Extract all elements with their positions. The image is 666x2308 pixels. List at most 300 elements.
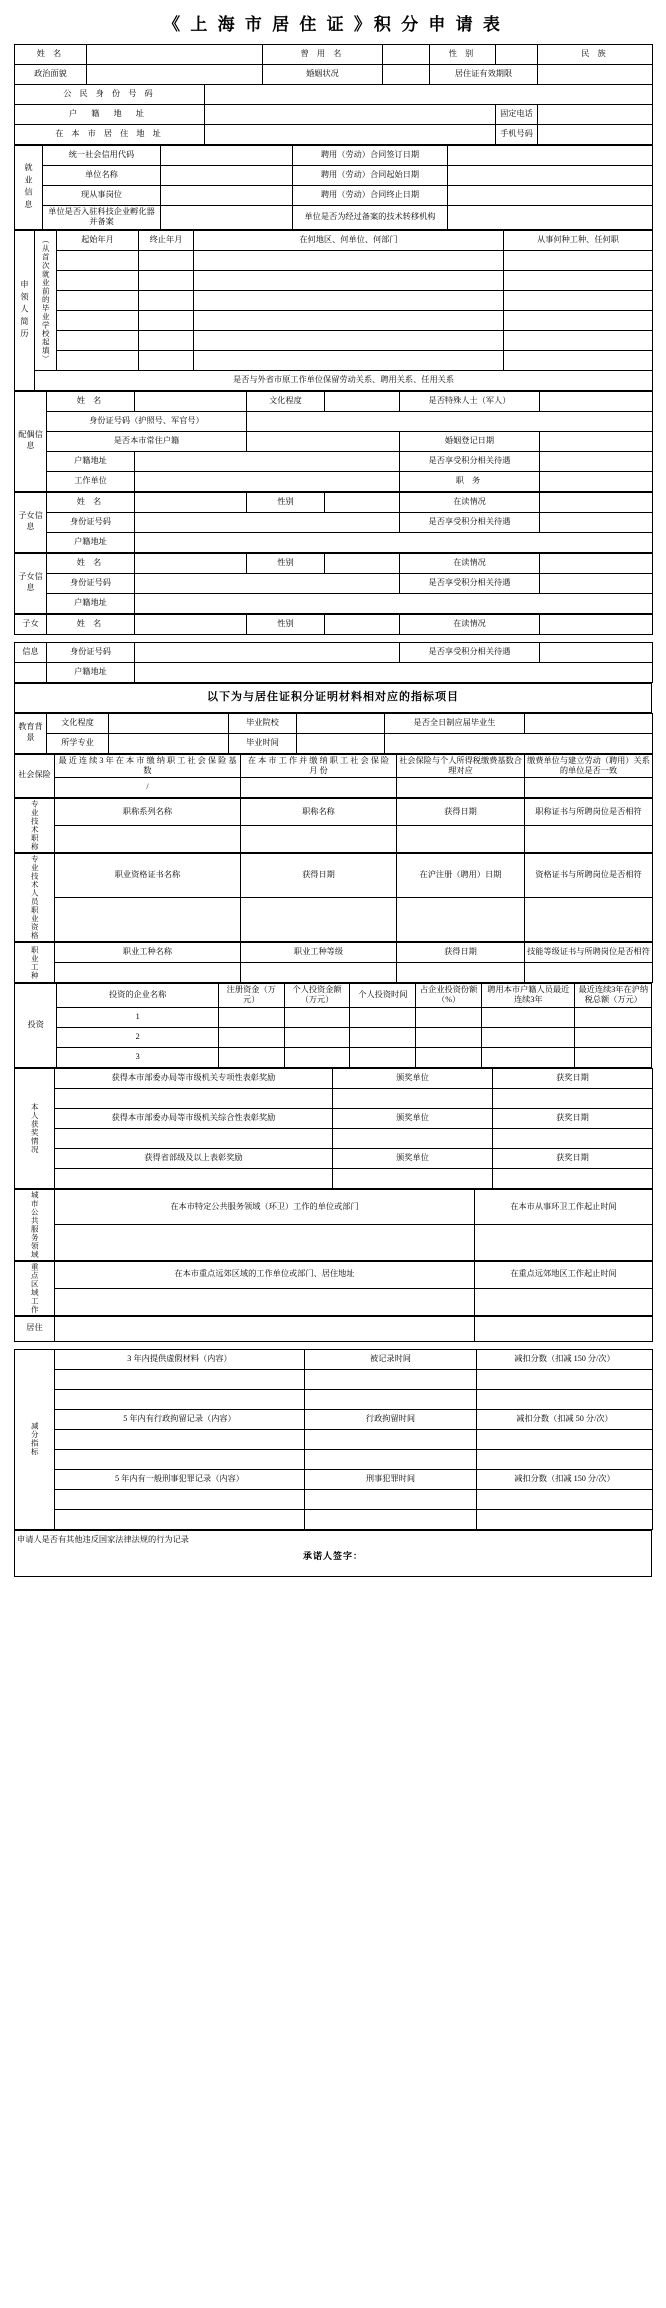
vocational-type-value3[interactable]	[397, 963, 525, 983]
landline-label: 固定电话	[496, 105, 538, 125]
resume-what-field[interactable]	[504, 290, 653, 310]
social-insurance-value4[interactable]	[525, 778, 653, 798]
signature-label[interactable]: 承诺人签字：	[302, 1550, 363, 1561]
resume-where-field[interactable]	[194, 350, 504, 370]
social-insurance-col4-label: 缴费单位与建立劳动（聘用）关系的单位是否一致	[525, 754, 653, 778]
social-insurance-col2-label: 在 本 市 工 作 并 缴 纳 职 工 社 会 保 险 月 份	[241, 754, 397, 778]
public-service-col2-label: 在本市从事环卫工作起止时间	[475, 1189, 653, 1225]
awards-row1-value3[interactable]	[493, 1088, 653, 1108]
table-row	[15, 1449, 653, 1469]
deduction-row2-value3[interactable]	[477, 1429, 653, 1449]
investment-r3-c2[interactable]	[218, 1047, 284, 1067]
child-2-gender-field[interactable]	[325, 553, 400, 573]
current-position-field[interactable]	[161, 186, 293, 206]
investment-r2-c6[interactable]	[482, 1027, 575, 1047]
resume-section-note	[35, 230, 57, 370]
info-block-enjoy-points-label: 是否享受积分相关待遇	[400, 642, 540, 662]
contract-start-date-field[interactable]	[448, 166, 653, 186]
vocational-type-col4-label: 技能等级证书与所聘岗位是否相符	[525, 943, 653, 963]
ethnicity-label: 民 族	[538, 45, 653, 65]
info-block-id-field[interactable]	[135, 642, 400, 662]
social-insurance-value1[interactable]: /	[55, 778, 241, 798]
graduation-time-field[interactable]	[297, 733, 385, 753]
deduction-row3b-value1[interactable]	[55, 1509, 305, 1529]
child-3-gender-label: 性别	[247, 614, 325, 634]
suburban-section-label	[15, 1261, 55, 1315]
investment-r3-c3[interactable]	[284, 1047, 350, 1067]
table-row	[15, 1261, 653, 1288]
professional-title-value1[interactable]	[55, 826, 241, 853]
vocational-type-value4[interactable]	[525, 963, 653, 983]
spouse-name-field[interactable]	[135, 391, 247, 411]
residence-permit-validity-label: 居住证有效期限	[430, 65, 538, 85]
resume-end-field[interactable]	[139, 310, 194, 330]
investment-r1-c5[interactable]	[416, 1007, 482, 1027]
spouse-household-address-field[interactable]	[135, 451, 400, 471]
deduction-row3-label: 5 年内有一般刑事犯罪记录（内容）	[55, 1469, 305, 1489]
spouse-military-label: 是否特殊人士（军人）	[400, 391, 540, 411]
child-2-name-label: 姓 名	[47, 553, 135, 573]
professional-title-value4[interactable]	[525, 826, 653, 853]
company-name-label: 单位名称	[43, 166, 161, 186]
professional-title-value3[interactable]	[397, 826, 525, 853]
id-number-field[interactable]	[205, 85, 653, 105]
info-block-id-label: 身份证号码	[47, 642, 135, 662]
spouse-marriage-reg-date-field[interactable]	[540, 431, 653, 451]
residence-value1[interactable]	[55, 1316, 475, 1341]
vocational-qual-value3[interactable]	[397, 898, 525, 942]
child-3-schooling-label: 在读情况	[400, 614, 540, 634]
professional-title-section-label	[15, 799, 55, 853]
table-row	[15, 270, 653, 290]
awards-row2-value2[interactable]	[333, 1128, 493, 1148]
table-row	[15, 1288, 653, 1315]
contract-sign-date-label: 聘用（劳动）合同签订日期	[293, 146, 448, 166]
marital-status-label: 婚姻状况	[263, 65, 383, 85]
social-insurance-col1-label: 最 近 连 续 3 年 在 本 市 缴 纳 职 工 社 会 保 险 基 数	[55, 754, 241, 778]
awards-row3-value3[interactable]	[493, 1168, 653, 1188]
child-2-schooling-label: 在读情况	[400, 553, 540, 573]
resume-table	[14, 230, 653, 391]
deduction-row1b-value1[interactable]	[55, 1389, 305, 1409]
deduction-row2-value1[interactable]	[55, 1429, 305, 1449]
deduction-section-text: 减分指标	[30, 1422, 40, 1456]
name-field[interactable]	[87, 45, 263, 65]
resume-end-field[interactable]	[139, 290, 194, 310]
spouse-enjoy-points-label: 是否享受积分相关待遇	[400, 451, 540, 471]
resume-what-field[interactable]	[504, 270, 653, 290]
deduction-table	[14, 1349, 653, 1530]
deduction-row3-value1[interactable]	[55, 1489, 305, 1509]
resume-col-where-label: 在何地区、何单位、何部门	[194, 230, 504, 250]
table-row	[15, 230, 653, 250]
spouse-section-text: 配偶信息	[18, 430, 43, 450]
unified-social-credit-code-field[interactable]	[161, 146, 293, 166]
tech-transfer-question-field[interactable]	[448, 206, 653, 230]
child-1-household-address-field[interactable]	[135, 532, 653, 552]
child-1-id-label: 身份证号码	[47, 512, 135, 532]
resume-start-field[interactable]	[57, 310, 139, 330]
resume-where-field[interactable]	[194, 270, 504, 290]
vocational-qual-col4-label: 资格证书与所聘岗位是否相符	[525, 854, 653, 898]
deduction-row1b-value2[interactable]	[305, 1389, 477, 1409]
table-row	[15, 532, 653, 552]
vocational-qual-value2[interactable]	[241, 898, 397, 942]
table-row	[15, 391, 653, 411]
table-row	[15, 1027, 652, 1047]
awards-section-text: 本人获奖情况	[30, 1102, 40, 1154]
mobile-field[interactable]	[538, 125, 653, 145]
table-row	[15, 1007, 652, 1027]
child-3-table	[14, 614, 653, 635]
resume-col-start-label: 起始年月	[57, 230, 139, 250]
child-1-schooling-field[interactable]	[540, 492, 653, 512]
spouse-marriage-reg-date-label: 婚姻登记日期	[400, 431, 540, 451]
child-1-gender-field[interactable]	[325, 492, 400, 512]
vocational-qual-value1[interactable]	[55, 898, 241, 942]
investment-r3-c5[interactable]	[416, 1047, 482, 1067]
investment-section-label	[15, 984, 57, 1068]
suburban-value2[interactable]	[475, 1288, 653, 1315]
employment-info-table	[14, 145, 653, 230]
child-3-name-field[interactable]	[135, 614, 247, 634]
company-name-field[interactable]	[161, 166, 293, 186]
table-row	[15, 65, 653, 85]
child-2-name-field[interactable]	[135, 553, 247, 573]
incubator-question-field[interactable]	[161, 206, 293, 230]
table-row	[15, 431, 653, 451]
former-name-field[interactable]	[383, 45, 430, 65]
table-row	[15, 683, 652, 712]
investment-col3-label: 个人投资金额（万元）	[284, 984, 350, 1008]
table-row	[15, 85, 653, 105]
deduction-row2b-value1[interactable]	[55, 1449, 305, 1469]
table-row	[15, 45, 653, 65]
table-row	[15, 1489, 653, 1509]
contract-end-date-label: 聘用（劳动）合同终止日期	[293, 186, 448, 206]
table-row	[15, 125, 653, 145]
table-row	[15, 642, 653, 662]
deduction-row2-label: 5 年内有行政拘留记录（内容）	[55, 1409, 305, 1429]
public-service-section-label	[15, 1189, 55, 1260]
spouse-id-field[interactable]	[247, 411, 653, 431]
public-service-section-text: 城市公共服务领域	[30, 1190, 40, 1259]
awards-row1-label: 获得本市部委办局等市级机关专项性表彰奖励	[55, 1068, 333, 1088]
social-insurance-col3-label: 社会保险与个人所得税缴费基数合理对应	[397, 754, 525, 778]
table-row	[15, 1469, 653, 1489]
table-row	[15, 963, 653, 983]
table-row	[15, 943, 653, 963]
table-row	[15, 826, 653, 853]
vocational-qualification-table	[14, 853, 653, 942]
former-name-label: 曾 用 名	[263, 45, 383, 65]
resume-end-field[interactable]	[139, 330, 194, 350]
contract-sign-date-field[interactable]	[448, 146, 653, 166]
table-row	[15, 146, 653, 166]
investment-r2-c4[interactable]	[350, 1027, 416, 1047]
resume-what-field[interactable]	[504, 350, 653, 370]
awards-row2-col3-label: 获奖日期	[493, 1108, 653, 1128]
awards-row1-value2[interactable]	[333, 1088, 493, 1108]
professional-title-table	[14, 798, 653, 853]
resume-where-field[interactable]	[194, 310, 504, 330]
investment-table	[14, 983, 652, 1068]
marital-status-field[interactable]	[383, 65, 430, 85]
info-block-empty-cell	[15, 662, 47, 682]
education-level-field[interactable]	[109, 713, 229, 733]
table-row	[15, 411, 653, 431]
residence-permit-validity-field[interactable]	[538, 65, 653, 85]
deduction-row3-col2-label: 刑事犯罪时间	[305, 1469, 477, 1489]
resume-what-field[interactable]	[504, 250, 653, 270]
child-1-enjoy-points-label: 是否享受积分相关待遇	[400, 512, 540, 532]
tech-transfer-question-label: 单位是否为经过备案的技术转移机构	[293, 206, 448, 230]
awards-row3-label: 获得省部级及以上表彰奖励	[55, 1148, 333, 1168]
resume-section-vertical-text: 申领人简历	[20, 279, 29, 341]
spouse-household-address-label: 户籍地址	[47, 451, 135, 471]
spouse-education-field[interactable]	[325, 391, 400, 411]
deduction-row3-value2[interactable]	[305, 1489, 477, 1509]
deduction-row2-col2-label: 行政拘留时间	[305, 1409, 477, 1429]
awards-row1-col2-label: 颁奖单位	[333, 1068, 493, 1088]
resume-end-field[interactable]	[139, 350, 194, 370]
household-address-label: 户 籍 地 址	[15, 105, 205, 125]
resume-start-field[interactable]	[57, 330, 139, 350]
awards-row2-value1[interactable]	[55, 1128, 333, 1148]
table-row	[15, 471, 653, 491]
investment-r1-c4[interactable]	[350, 1007, 416, 1027]
divider-title-table	[14, 683, 652, 713]
spouse-military-field[interactable]	[540, 391, 653, 411]
major-field[interactable]	[109, 733, 229, 753]
graduation-time-label: 毕业时间	[229, 733, 297, 753]
awards-row3-value2[interactable]	[333, 1168, 493, 1188]
social-insurance-section-label	[15, 754, 55, 798]
table-row	[15, 1047, 652, 1067]
resume-end-field[interactable]	[139, 250, 194, 270]
resume-what-field[interactable]	[504, 330, 653, 350]
resume-section-note-text: （从首次就业前的毕业学校起填）	[41, 236, 51, 364]
info-block-household-address-label: 户籍地址	[47, 662, 135, 682]
professional-title-value2[interactable]	[241, 826, 397, 853]
table-row	[15, 778, 653, 798]
political-status-label: 政治面貌	[15, 65, 87, 85]
vocational-type-value2[interactable]	[241, 963, 397, 983]
spouse-enjoy-points-field[interactable]	[540, 451, 653, 471]
deduction-row2-value2[interactable]	[305, 1429, 477, 1449]
child-3-section-label: 子女	[15, 614, 47, 634]
child-2-enjoy-points-field[interactable]	[540, 573, 653, 593]
resume-start-field[interactable]	[57, 270, 139, 290]
spouse-section-label	[15, 391, 47, 491]
child-2-gender-label: 性别	[247, 553, 325, 573]
child-1-enjoy-points-field[interactable]	[540, 512, 653, 532]
vocational-qual-col2-label: 获得日期	[241, 854, 397, 898]
mobile-label: 手机号码	[496, 125, 538, 145]
professional-title-section-text: 专业技术职称	[30, 800, 40, 851]
deduction-row1-value1[interactable]	[55, 1369, 305, 1389]
child-3-gender-field[interactable]	[325, 614, 400, 634]
public-service-value1[interactable]	[55, 1225, 475, 1261]
investment-r3-c4[interactable]	[350, 1047, 416, 1067]
child-1-id-field[interactable]	[135, 512, 400, 532]
professional-title-col2-label: 职称名称	[241, 799, 397, 826]
incubator-question-label: 单位是否入驻科技企业孵化器并备案	[43, 206, 161, 230]
investment-r3-c7[interactable]	[575, 1047, 652, 1067]
deduction-row2b-value3[interactable]	[477, 1449, 653, 1469]
table-row	[15, 553, 653, 573]
deduction-section-label	[15, 1349, 55, 1529]
deduction-row3b-value2[interactable]	[305, 1509, 477, 1529]
public-service-col1-label: 在本市特定公共服务领域（环卫）工作的单位或部门	[55, 1189, 475, 1225]
child-3-schooling-field[interactable]	[540, 614, 653, 634]
deduction-row1-col2-label: 被记录时间	[305, 1349, 477, 1369]
resume-footer-question: 是否与外省市原工作单位保留劳动关系、聘用关系、任用关系	[35, 370, 653, 390]
resume-what-field[interactable]	[504, 310, 653, 330]
section-divider-title: 以下为与居住证积分证明材料相对应的指标项目	[15, 683, 652, 712]
investment-r1-c3[interactable]	[284, 1007, 350, 1027]
resume-where-field[interactable]	[194, 330, 504, 350]
table-row	[15, 1068, 653, 1088]
table-row	[15, 1389, 653, 1409]
public-service-value2[interactable]	[475, 1225, 653, 1261]
city-residence-address-field[interactable]	[205, 125, 496, 145]
investment-r1-c7[interactable]	[575, 1007, 652, 1027]
political-status-field[interactable]	[87, 65, 263, 85]
education-extra-field[interactable]	[385, 733, 653, 753]
table-row	[15, 105, 653, 125]
info-block-enjoy-points-field[interactable]	[540, 642, 653, 662]
deduction-row2b-value2[interactable]	[305, 1449, 477, 1469]
table-row	[15, 1349, 653, 1369]
deduction-row2-col3-label: 减扣分数（扣减 50 分/次）	[477, 1409, 653, 1429]
residence-value2[interactable]	[475, 1316, 653, 1341]
education-section-text: 教育背景	[18, 722, 43, 742]
contract-start-date-label: 聘用（劳动）合同起始日期	[293, 166, 448, 186]
residence-table	[14, 1316, 653, 1342]
resume-where-field[interactable]	[194, 250, 504, 270]
awards-row3-col3-label: 获奖日期	[493, 1148, 653, 1168]
deduction-row1-col3-label: 减扣分数（扣减 150 分/次）	[477, 1349, 653, 1369]
table-row	[15, 573, 653, 593]
table-row	[15, 290, 653, 310]
investment-row-index: 2	[57, 1027, 218, 1047]
vocational-qual-col1-label: 职业资格证书名称	[55, 854, 241, 898]
child-1-name-field[interactable]	[135, 492, 247, 512]
table-row	[15, 1530, 652, 1576]
graduation-school-field[interactable]	[297, 713, 385, 733]
child-2-id-label: 身份证号码	[47, 573, 135, 593]
resume-start-field[interactable]	[57, 250, 139, 270]
deduction-row3b-value3[interactable]	[477, 1509, 653, 1529]
investment-col5-label: 占企业投资份额（%）	[416, 984, 482, 1008]
deduction-row3-col3-label: 减扣分数（扣减 150 分/次）	[477, 1469, 653, 1489]
employment-section-label	[15, 146, 43, 230]
education-table	[14, 713, 653, 754]
child-1-section-text: 子女信息	[18, 511, 43, 531]
resume-where-field[interactable]	[194, 290, 504, 310]
info-block-household-address-field[interactable]	[135, 662, 653, 682]
investment-col2-label: 注册资金（万元）	[218, 984, 284, 1008]
child-2-schooling-field[interactable]	[540, 553, 653, 573]
table-row	[15, 754, 653, 778]
investment-r2-c7[interactable]	[575, 1027, 652, 1047]
deduction-row1b-value3[interactable]	[477, 1389, 653, 1409]
vocational-type-value1[interactable]	[55, 963, 241, 983]
investment-r2-c5[interactable]	[416, 1027, 482, 1047]
spouse-work-unit-field[interactable]	[135, 471, 400, 491]
deduction-row1-value2[interactable]	[305, 1369, 477, 1389]
gender-field[interactable]	[496, 45, 538, 65]
contract-end-date-field[interactable]	[448, 186, 653, 206]
awards-row2-value3[interactable]	[493, 1128, 653, 1148]
suburban-work-table	[14, 1261, 653, 1316]
resume-start-field[interactable]	[57, 350, 139, 370]
residence-section-label: 居住	[15, 1316, 55, 1341]
table-row	[15, 166, 653, 186]
vocational-type-section-label	[15, 943, 55, 983]
info-block-table	[14, 642, 653, 683]
deduction-row3-value3[interactable]	[477, 1489, 653, 1509]
table-row	[15, 799, 653, 826]
investment-r2-c2[interactable]	[218, 1027, 284, 1047]
city-residence-address-label: 在 本 市 居 住 地 址	[15, 125, 205, 145]
footer-cell	[15, 1530, 652, 1576]
footer-table	[14, 1530, 652, 1577]
awards-row3-col2-label: 颁奖单位	[333, 1148, 493, 1168]
spouse-position-field[interactable]	[540, 471, 653, 491]
investment-r2-c3[interactable]	[284, 1027, 350, 1047]
spouse-id-label: 身份证号码（护照号、军官号）	[47, 411, 247, 431]
social-insurance-value3[interactable]	[397, 778, 525, 798]
investment-r3-c6[interactable]	[482, 1047, 575, 1067]
public-service-table	[14, 1189, 653, 1261]
spouse-local-household-field[interactable]	[247, 431, 400, 451]
table-row	[15, 1189, 653, 1225]
resume-end-field[interactable]	[139, 270, 194, 290]
awards-row3-value1[interactable]	[55, 1168, 333, 1188]
investment-r1-c6[interactable]	[482, 1007, 575, 1027]
full-time-graduate-field[interactable]	[525, 713, 653, 733]
child-2-household-address-field[interactable]	[135, 593, 653, 613]
child-1-schooling-label: 在读情况	[400, 492, 540, 512]
table-row	[15, 1225, 653, 1261]
resume-section-label	[15, 230, 35, 390]
child-2-id-field[interactable]	[135, 573, 400, 593]
table-row	[15, 492, 653, 512]
investment-col4-label: 个人投资时间	[350, 984, 416, 1008]
vocational-qual-col3-label: 在沪注册（聘用）日期	[397, 854, 525, 898]
table-row	[15, 1088, 653, 1108]
household-address-field[interactable]	[205, 105, 496, 125]
info-block-section-label: 信息	[15, 642, 47, 662]
vocational-qual-value4[interactable]	[525, 898, 653, 942]
spouse-local-household-label: 是否本市常住户籍	[47, 431, 247, 451]
landline-field[interactable]	[538, 105, 653, 125]
vocational-type-col2-label: 职业工种等级	[241, 943, 397, 963]
table-row	[15, 1108, 653, 1128]
vocational-type-table	[14, 942, 653, 983]
investment-r1-c2[interactable]	[218, 1007, 284, 1027]
suburban-value1[interactable]	[55, 1288, 475, 1315]
page-title: 《 上 海 市 居 住 证 》积 分 申 请 表	[163, 15, 503, 34]
resume-start-field[interactable]	[57, 290, 139, 310]
table-row	[15, 186, 653, 206]
awards-row1-value1[interactable]	[55, 1088, 333, 1108]
social-insurance-value2[interactable]	[241, 778, 397, 798]
deduction-row1-value3[interactable]	[477, 1369, 653, 1389]
current-position-label: 现从事岗位	[43, 186, 161, 206]
